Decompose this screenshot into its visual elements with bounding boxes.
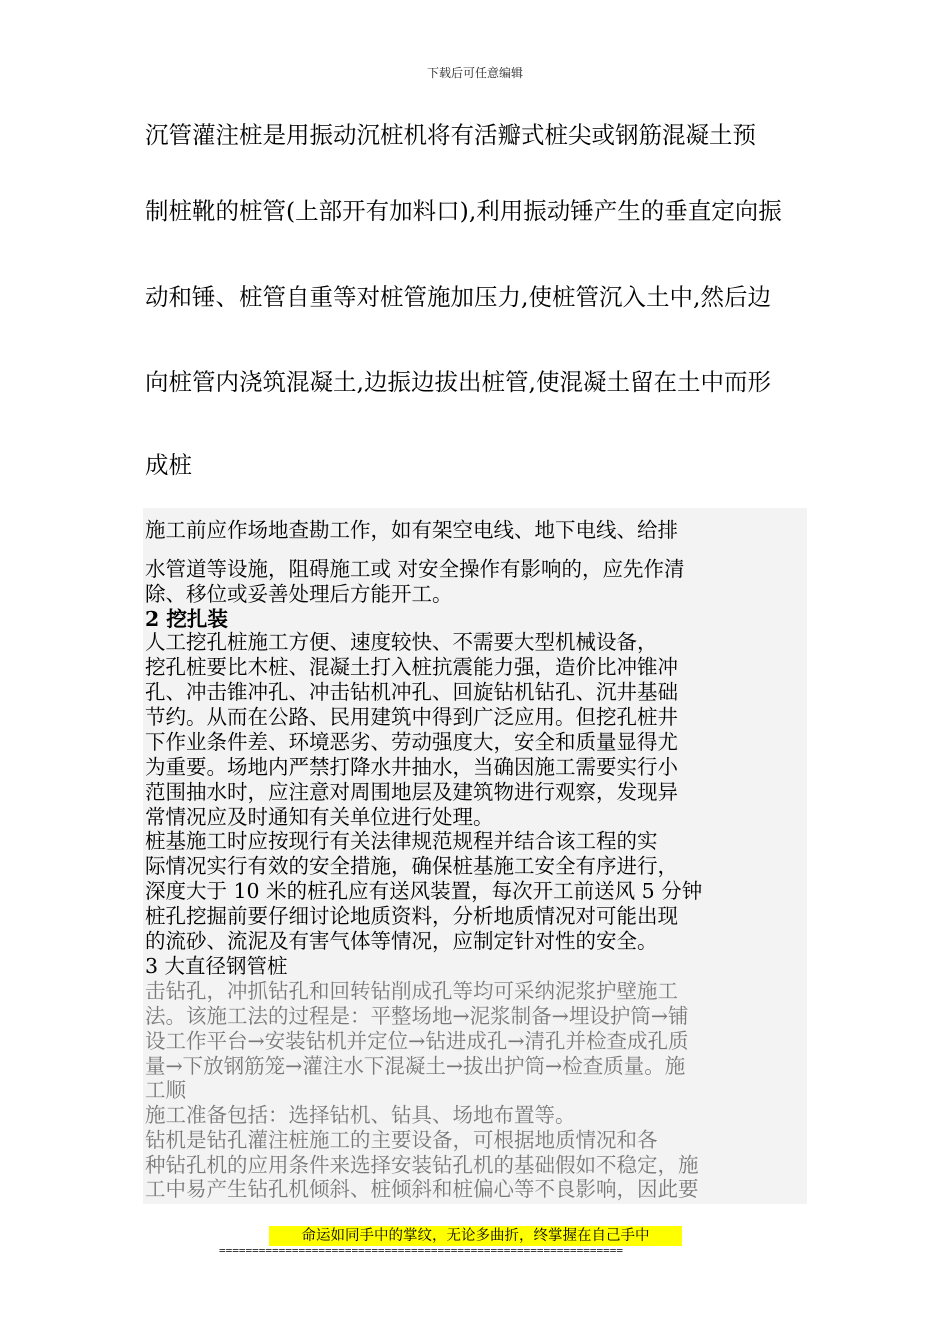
intro-line-4: 向桩管内浇筑混凝土,边振边拔出桩管,使混凝土留在土中而形 <box>145 368 771 396</box>
body-line: 为重要。场地内严禁打降水井抽水，当确因施工需要实行小 <box>145 755 678 779</box>
body-line: 下作业条件差、环境恶劣、劳动强度大，安全和质量显得尤 <box>145 730 678 754</box>
intro-line-3: 动和锤、桩管自重等对桩管施加压力,使桩管沉入土中,然后边 <box>145 283 771 311</box>
body-line: 钻机是钻孔灌注桩施工的主要设备，可根据地质情况和各 <box>145 1128 658 1152</box>
footer-rule: ============================================================= <box>219 1244 623 1257</box>
page-header: 下载后可任意编辑 <box>426 66 523 80</box>
body-line: 水管道等设施，阻碍施工或 对安全操作有影响的，应先作清 <box>145 557 685 581</box>
body-line: 挖孔桩要比木桩、混凝土打入桩抗震能力强，造价比冲锥冲 <box>145 655 678 679</box>
intro-line-1: 沉管灌注桩是用振动沉桩机将有活瓣式桩尖或钢筋混凝土预 <box>145 121 756 149</box>
intro-line-5: 成桩 <box>145 451 192 479</box>
body-line: 除、移位或妥善处理后方能开工。 <box>145 582 453 606</box>
body-line: 工中易产生钻孔机倾斜、桩倾斜和桩偏心等不良影响，因此要 <box>145 1177 699 1201</box>
body-line: 际情况实行有效的安全措施，确保桩基施工安全有序进行， <box>145 854 678 878</box>
body-line: 深度大于 10 米的桩孔应有送风装置，每次开工前送风 5 分钟 <box>145 879 703 903</box>
body-line: 种钻孔机的应用条件来选择安装钻孔机的基础假如不稳定，施 <box>145 1153 699 1177</box>
body-line: 的流砂、流泥及有害气体等情况，应制定针对性的安全。 <box>145 929 658 953</box>
body-line: 桩基施工时应按现行有关法律规范规程并结合该工程的实 <box>145 829 658 853</box>
body-line: 节约。从而在公路、民用建筑中得到广泛应用。但挖孔桩井 <box>145 705 678 729</box>
body-line: 设工作平台→安装钻机并定位→钻进成孔→清孔并检查成孔质 <box>145 1029 689 1053</box>
section-heading-2: 2 挖扎装 <box>145 607 228 631</box>
body-line: 孔、冲击锥冲孔、冲击钻机冲孔、回旋钻机钻孔、沉井基础 <box>145 680 678 704</box>
body-line: 施工准备包括：选择钻机、钻具、场地布置等。 <box>145 1103 576 1127</box>
body-line: 桩孔挖掘前要仔细讨论地质资料，分析地质情况对可能出现 <box>145 904 678 928</box>
body-line: 施工前应作场地查勘工作，如有架空电线、地下电线、给排 <box>145 518 678 542</box>
body-line: 人工挖孔桩施工方便、速度较快、不需要大型机械设备， <box>145 630 658 654</box>
body-line: 击钻孔，冲抓钻孔和回转钻削成孔等均可采纳泥浆护壁施工 <box>145 979 678 1003</box>
body-line: 常情况应及时通知有关单位进行处理。 <box>145 805 494 829</box>
section-heading-3: 3 大直径钢管桩 <box>145 954 288 978</box>
body-line: 工顺 <box>145 1078 186 1102</box>
body-line: 量→下放钢筋笼→灌注水下混凝土→拔出护筒→检查质量。施 <box>145 1054 686 1078</box>
body-line: 范围抽水时，应注意对周围地层及建筑物进行观察，发现异 <box>145 780 678 804</box>
footer-banner: 命运如同手中的掌纹，无论多曲折，终掌握在自己手中 <box>269 1226 682 1246</box>
body-line: 法。该施工法的过程是：平整场地→泥浆制备→埋设护筒→铺 <box>145 1004 689 1028</box>
intro-line-2: 制桩靴的桩管(上部开有加料口),利用振动锤产生的垂直定向振 <box>145 197 782 225</box>
